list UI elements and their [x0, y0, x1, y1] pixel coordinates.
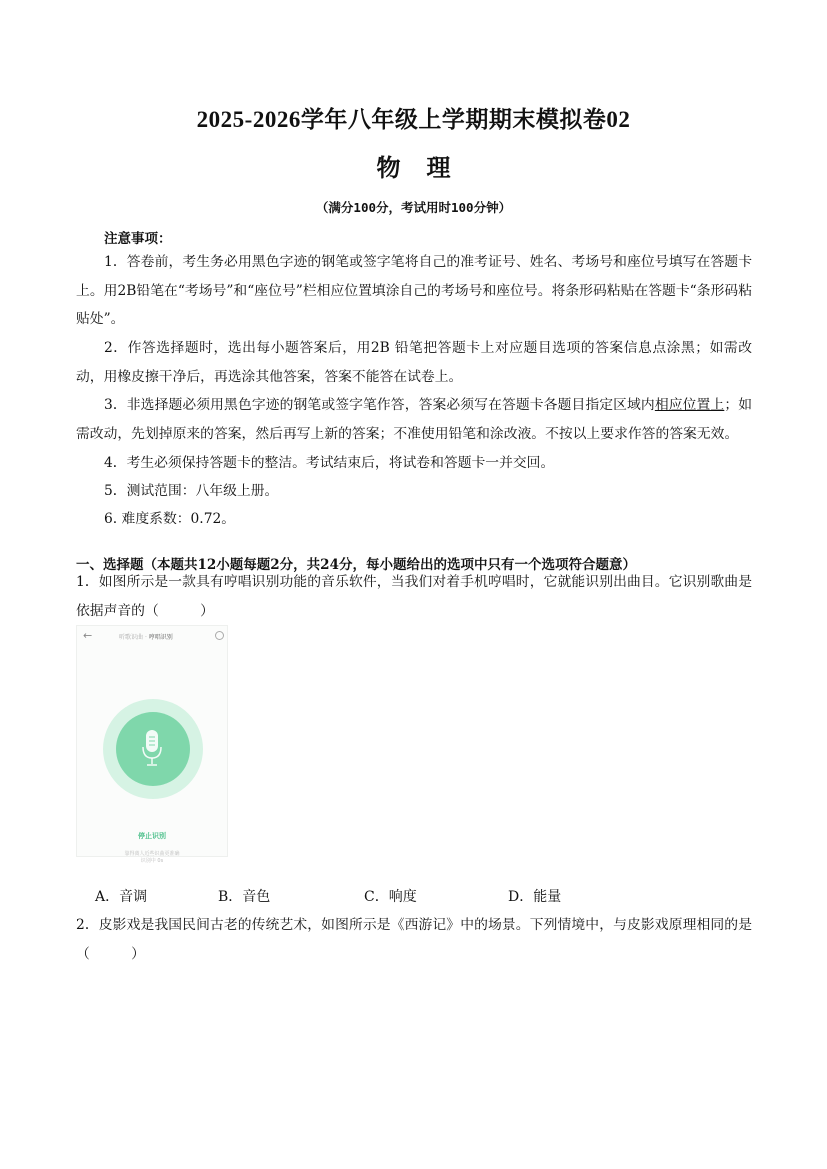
- notice-item-2: 2．作答选择题时，选出每小题答案后，用2B 铅笔把答题卡上对应题目选项的答案信息点涂黑；如需改动，用橡皮擦干净后，再选涂其他答案，答案不能答在试卷上。: [76, 340, 752, 385]
- back-arrow-icon: ←: [83, 629, 93, 642]
- notice-item-1: 1．答卷前，考生务必用黑色字迹的钢笔或签字笔将自己的准考证号、姓名、考场号和座位号填写在答题卡上。用2B铅笔在“考场号”和“座位号”栏相应位置填涂自己的考场号和座位号。将条形码粘贴在答题卡“条形码粘贴处”。: [76, 254, 752, 327]
- phone-tabs: [119, 632, 173, 641]
- option-a: A．音调: [95, 889, 148, 905]
- stop-recognition-label: 停止识别: [138, 832, 166, 840]
- phone-top-bar: [77, 626, 227, 648]
- option-c: C．响度: [364, 889, 417, 905]
- section-heading: 一、选择题（本题共12小题每题2分，共24分，每小题给出的选项中只有一个选项符合题意）: [76, 557, 636, 573]
- notice-item-3: [76, 391, 752, 448]
- notice-item-6: 6. 难度系数：0.72。: [104, 511, 236, 527]
- notice-item-4: 4．考生必须保持答题卡的整洁。考试结束后，将试卷和答题卡一并交回。: [104, 455, 555, 471]
- notice-item-3-text-b: ；如需改动，先划掉原来的答案，然后再写上新的答案；不准使用铅笔和涂改液。不按以上要求作答的答案无效。: [76, 397, 753, 442]
- hint-line-2: 识别中 0s: [140, 858, 164, 864]
- option-b: B．音色: [218, 889, 271, 905]
- hint-line-1: 靠得离人近些识曲更准确: [124, 851, 180, 857]
- notice-item-3-text-a: 3．非选择题必须用黑色字迹的钢笔或签字笔作答，答案必须写在答题卡各题目指定区域内: [104, 397, 655, 413]
- notice-item-3-underlined: 相应位置上: [654, 397, 725, 413]
- question-1-stem: 1．如图所示是一款具有哼唱识别功能的音乐软件，当我们对着手机哼唱时，它就能识别出曲目。它识别歌曲是依据声音的（ ）: [76, 574, 752, 619]
- tab-humming-recognition: 哼唱识别: [148, 634, 173, 641]
- tab-separator: ·: [144, 634, 147, 641]
- info-circle-icon: [215, 631, 224, 640]
- question-2-stem: 2．皮影戏是我国民间古老的传统艺术，如图所示是《西游记》中的场景。下列情境中，与皮影戏原理相同的是（ ）: [76, 917, 752, 962]
- option-d: D．能量: [508, 889, 562, 905]
- tab-song-recognition: 听歌识曲: [119, 634, 144, 641]
- phone-screenshot-figure: [76, 625, 228, 864]
- page-title: 2025-2026学年八年级上学期期末模拟卷02: [196, 107, 631, 132]
- score-note: （满分100分，考试用时100分钟）: [315, 200, 512, 215]
- notice-item-5: 5．测试范围：八年级上册。: [104, 483, 279, 499]
- notice-heading: 注意事项：: [104, 231, 172, 247]
- recognition-hint: [77, 851, 227, 865]
- microphone-icon: [142, 730, 162, 768]
- subject-title: 物理: [376, 153, 477, 182]
